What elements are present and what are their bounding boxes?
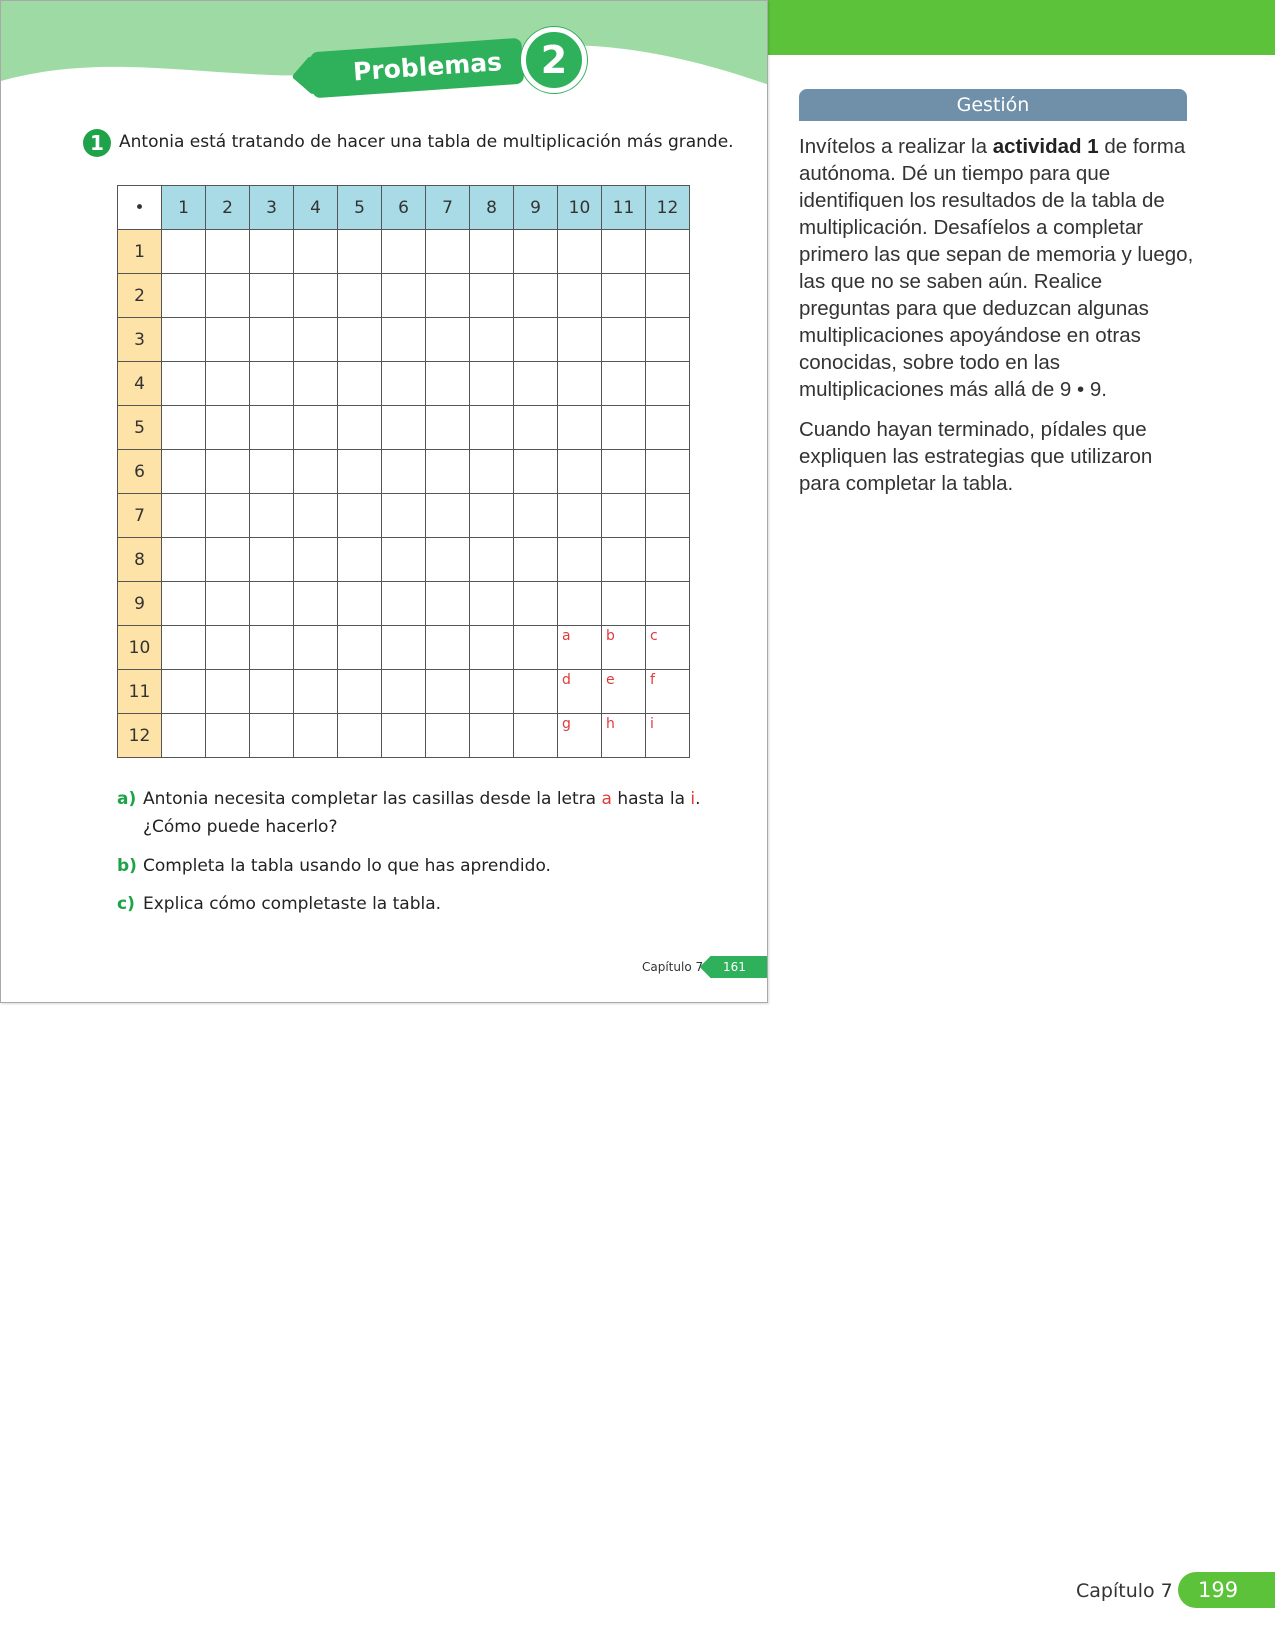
table-cell: [338, 538, 382, 582]
sub-question-text: Explica cómo completaste la tabla.: [143, 894, 442, 914]
gestion-text: de forma autónoma. Dé un tiempo para que identifiquen los resultados de la tabla de multiplicación. Desafíelos a completar primero las que sepan de memoria y luego, las que no se saben aún. Realice preguntas para que deduzcan algunas multiplicaciones apoyándose en otras conocidas, sobre todo en las multiplicaciones más allá de 9 • 9.: [799, 135, 1194, 401]
column-header: 10: [558, 186, 602, 230]
cell-letter-label: a: [562, 628, 571, 644]
table-cell: [558, 318, 602, 362]
column-header: 11: [602, 186, 646, 230]
cell-letter-label: d: [562, 672, 571, 688]
table-cell: [646, 230, 690, 274]
sub-question-b: [117, 852, 551, 880]
table-cell: [206, 406, 250, 450]
table-header-row: [118, 186, 690, 230]
table-cell: [514, 406, 558, 450]
table-cell: [250, 274, 294, 318]
table-cell: [646, 494, 690, 538]
table-cell: [646, 274, 690, 318]
table-cell: [514, 274, 558, 318]
column-header: 1: [162, 186, 206, 230]
book-page-number-tag: [711, 956, 768, 978]
table-cell: [558, 450, 602, 494]
table-cell: [646, 582, 690, 626]
row-header: 11: [118, 670, 162, 714]
table-cell: [514, 538, 558, 582]
table-row: [118, 362, 690, 406]
column-header: 2: [206, 186, 250, 230]
cell-letter-label: f: [650, 672, 655, 688]
table-cell: [558, 670, 602, 714]
table-cell: [206, 230, 250, 274]
sub-question-c: [117, 890, 441, 918]
sub-question-text: .: [695, 789, 701, 809]
table-cell: [514, 362, 558, 406]
table-cell: [250, 714, 294, 758]
table-cell: [382, 362, 426, 406]
sub-question-text: Completa la tabla usando lo que has aprendido.: [143, 856, 551, 876]
table-cell: [602, 670, 646, 714]
table-cell: [426, 362, 470, 406]
table-cell: [602, 582, 646, 626]
letter-highlight: i: [690, 789, 696, 809]
sub-question-tag: c): [117, 894, 135, 914]
table-row: [118, 714, 690, 758]
table-cell: [250, 538, 294, 582]
table-cell: [382, 626, 426, 670]
table-cell: [470, 582, 514, 626]
table-cell: [426, 274, 470, 318]
gestion-text: Invítelos a realizar la: [799, 135, 993, 158]
table-cell: [162, 450, 206, 494]
table-cell: [382, 538, 426, 582]
column-header: 8: [470, 186, 514, 230]
table-cell: [602, 714, 646, 758]
column-header: 3: [250, 186, 294, 230]
table-cell: [206, 318, 250, 362]
gestion-bold-text: actividad 1: [992, 135, 1099, 158]
page-title: Problemas: [352, 47, 503, 87]
gestion-paragraph-2: Cuando hayan terminado, pídales que expliquen las estrategias que utilizaron para completar la tabla.: [799, 418, 1153, 495]
table-cell: [514, 670, 558, 714]
table-cell: [382, 274, 426, 318]
cell-letter-label: g: [562, 716, 571, 732]
table-cell: [338, 450, 382, 494]
question-text: Antonia está tratando de hacer una tabla de multiplicación más grande.: [119, 132, 734, 152]
table-cell: [426, 318, 470, 362]
table-cell: [206, 450, 250, 494]
table-cell: [162, 626, 206, 670]
table-cell: [382, 318, 426, 362]
question-number-badge: 1: [83, 129, 111, 157]
table-cell: [558, 714, 602, 758]
table-cell: [162, 582, 206, 626]
table-cell: [338, 626, 382, 670]
table-cell: [294, 230, 338, 274]
chapter-label: Capítulo 7: [1076, 1580, 1173, 1602]
table-cell: [514, 450, 558, 494]
row-header: 2: [118, 274, 162, 318]
table-cell: [646, 670, 690, 714]
table-cell: [646, 406, 690, 450]
page-number-pill: 199: [1178, 1572, 1275, 1608]
table-cell: [470, 494, 514, 538]
table-cell: [294, 582, 338, 626]
table-cell: [162, 318, 206, 362]
table-row: [118, 318, 690, 362]
row-header: 4: [118, 362, 162, 406]
row-header: 9: [118, 582, 162, 626]
table-cell: [294, 670, 338, 714]
table-cell: [558, 362, 602, 406]
multiplication-table: [117, 185, 690, 758]
row-header: 10: [118, 626, 162, 670]
title-number-badge: 2: [521, 27, 587, 93]
table-cell: [338, 670, 382, 714]
table-cell: [382, 582, 426, 626]
table-row: [118, 274, 690, 318]
table-cell: [646, 318, 690, 362]
table-cell: [338, 318, 382, 362]
table-cell: [250, 318, 294, 362]
table-cell: [294, 538, 338, 582]
table-cell: [558, 406, 602, 450]
table-row: [118, 538, 690, 582]
table-cell: [206, 626, 250, 670]
table-cell: [382, 406, 426, 450]
row-header: 1: [118, 230, 162, 274]
table-cell: [426, 494, 470, 538]
sub-question-text: Antonia necesita completar las casillas desde la letra: [143, 789, 602, 809]
table-cell: [646, 538, 690, 582]
table-cell: [646, 714, 690, 758]
table-cell: [162, 230, 206, 274]
book-page: [0, 0, 768, 1003]
table-cell: [426, 626, 470, 670]
table-cell: [470, 406, 514, 450]
table-cell: [558, 582, 602, 626]
table-cell: [206, 582, 250, 626]
table-cell: [602, 538, 646, 582]
row-header: 5: [118, 406, 162, 450]
sub-question-a-line2: ¿Cómo puede hacerlo?: [143, 817, 338, 837]
letter-highlight: a: [601, 789, 612, 809]
table-cell: [338, 230, 382, 274]
table-row: [118, 670, 690, 714]
table-cell: [382, 230, 426, 274]
table-cell: [558, 626, 602, 670]
table-cell: [602, 362, 646, 406]
table-cell: [514, 714, 558, 758]
cell-letter-label: h: [606, 716, 615, 732]
table-cell: [646, 362, 690, 406]
table-cell: [558, 230, 602, 274]
column-header: 7: [426, 186, 470, 230]
table-cell: [426, 538, 470, 582]
table-row: [118, 582, 690, 626]
table-cell: [250, 230, 294, 274]
table-cell: [206, 362, 250, 406]
table-cell: [250, 362, 294, 406]
table-cell: [338, 582, 382, 626]
table-cell: [162, 274, 206, 318]
sub-question-text: hasta la: [611, 789, 691, 809]
table-cell: [382, 494, 426, 538]
table-cell: [162, 362, 206, 406]
table-cell: [426, 714, 470, 758]
column-header: 12: [646, 186, 690, 230]
table-cell: [602, 626, 646, 670]
table-row: [118, 406, 690, 450]
table-cell: [558, 538, 602, 582]
table-cell: [470, 230, 514, 274]
table-cell: [426, 230, 470, 274]
table-cell: [514, 626, 558, 670]
gestion-body: [799, 133, 1194, 510]
column-header: 6: [382, 186, 426, 230]
table-cell: [294, 274, 338, 318]
table-cell: [294, 406, 338, 450]
column-header: 5: [338, 186, 382, 230]
table-cell: [470, 626, 514, 670]
table-cell: [162, 670, 206, 714]
table-cell: [514, 582, 558, 626]
table-cell: [470, 450, 514, 494]
table-cell: [602, 318, 646, 362]
book-page-number: 161: [723, 960, 746, 974]
gestion-paragraph-1: [799, 133, 1194, 403]
table-cell: [558, 494, 602, 538]
table-cell: [646, 626, 690, 670]
table-cell: [382, 714, 426, 758]
table-cell: [338, 406, 382, 450]
table-cell: [338, 274, 382, 318]
table-cell: [558, 274, 602, 318]
table-cell: [470, 538, 514, 582]
table-row: [118, 450, 690, 494]
table-cell: [514, 230, 558, 274]
table-cell: [514, 494, 558, 538]
table-row: [118, 626, 690, 670]
table-cell: [602, 230, 646, 274]
table-cell: [470, 274, 514, 318]
table-cell: [206, 714, 250, 758]
table-cell: [206, 538, 250, 582]
column-header: 9: [514, 186, 558, 230]
table-cell: [602, 406, 646, 450]
table-cell: [162, 494, 206, 538]
cell-letter-label: c: [650, 628, 658, 644]
row-header: 6: [118, 450, 162, 494]
table-cell: [426, 406, 470, 450]
table-cell: [162, 406, 206, 450]
table-cell: [514, 318, 558, 362]
table-cell: [250, 582, 294, 626]
table-cell: [250, 494, 294, 538]
table-row: [118, 494, 690, 538]
table-cell: [206, 670, 250, 714]
table-cell: [470, 670, 514, 714]
table-cell: [602, 450, 646, 494]
gestion-header: Gestión: [799, 89, 1187, 121]
table-row: [118, 230, 690, 274]
table-cell: [250, 670, 294, 714]
table-cell: [294, 362, 338, 406]
table-cell: [206, 494, 250, 538]
table-cell: [206, 274, 250, 318]
table-cell: [602, 494, 646, 538]
cell-letter-label: i: [650, 716, 654, 732]
row-header: 7: [118, 494, 162, 538]
table-cell: [294, 494, 338, 538]
table-cell: [470, 318, 514, 362]
table-cell: [646, 450, 690, 494]
table-cell: [338, 494, 382, 538]
row-header: 3: [118, 318, 162, 362]
table-cell: [250, 406, 294, 450]
table-cell: [250, 626, 294, 670]
row-header: 8: [118, 538, 162, 582]
table-cell: [426, 582, 470, 626]
row-header: 12: [118, 714, 162, 758]
table-cell: [162, 714, 206, 758]
table-cell: [382, 450, 426, 494]
table-cell: [294, 714, 338, 758]
table-cell: [250, 450, 294, 494]
table-cell: [338, 362, 382, 406]
table-cell: [602, 274, 646, 318]
sub-question-tag: b): [117, 856, 137, 876]
table-cell: [162, 538, 206, 582]
table-cell: [426, 670, 470, 714]
table-cell: [294, 626, 338, 670]
cell-letter-label: e: [606, 672, 615, 688]
table-cell: [294, 450, 338, 494]
table-cell: [426, 450, 470, 494]
table-corner-dot: •: [118, 186, 162, 230]
book-page-chapter: Capítulo 7: [642, 960, 704, 974]
table-cell: [470, 362, 514, 406]
table-cell: [470, 714, 514, 758]
column-header: 4: [294, 186, 338, 230]
table-cell: [338, 714, 382, 758]
sub-question-a: [117, 785, 701, 813]
cell-letter-label: b: [606, 628, 615, 644]
table-cell: [294, 318, 338, 362]
table-cell: [382, 670, 426, 714]
sub-question-tag: a): [117, 789, 137, 809]
